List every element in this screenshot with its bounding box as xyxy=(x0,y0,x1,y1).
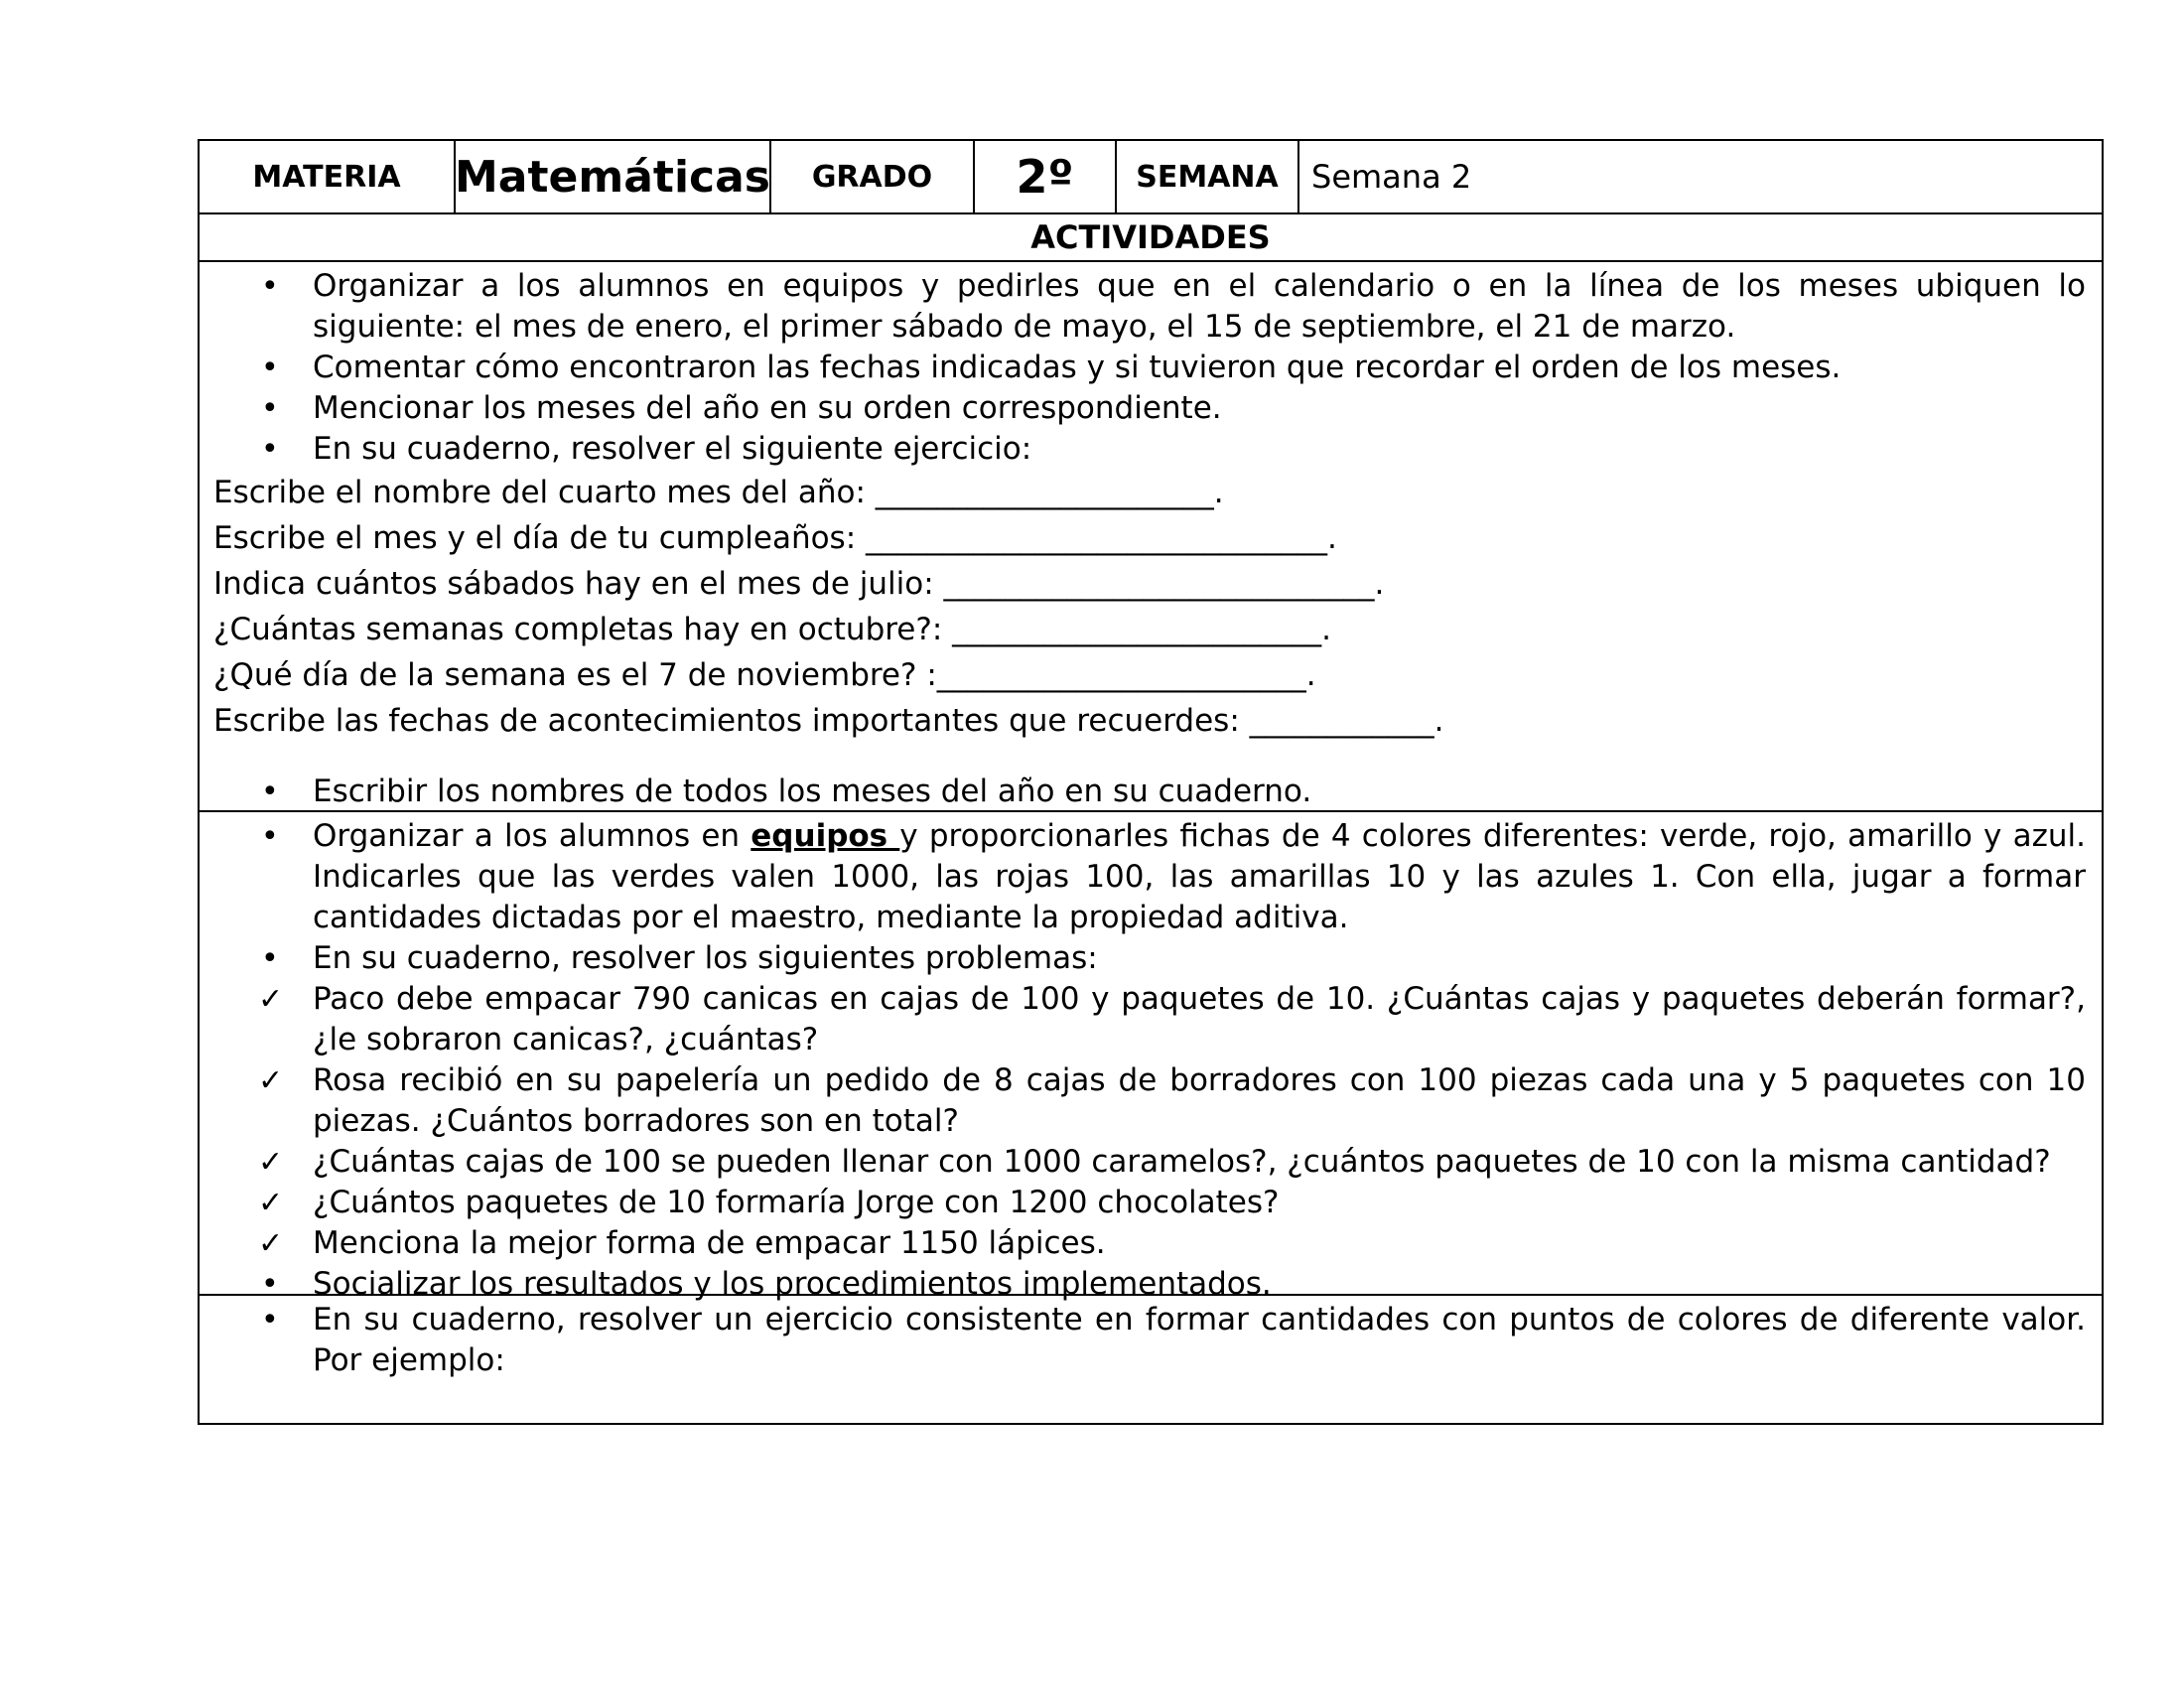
text-segment: Organizar a los alumnos en xyxy=(313,818,751,854)
exercise-line: Escribe el mes y el día de tu cumpleaños: ______________________________. xyxy=(213,520,1337,556)
activity-table xyxy=(198,139,2104,1425)
section2-list xyxy=(213,816,2086,1305)
materia-value: Matemáticas xyxy=(456,141,771,212)
exercise-line: ¿Qué día de la semana es el 7 de noviembre? :________________________. xyxy=(213,657,1316,693)
list-item: • En su cuaderno, resolver los siguientes problemas: xyxy=(213,938,2086,979)
list-item: • Organizar a los alumnos en equipos y pedirles que en el calendario o en la línea de los meses ubiquen lo siguiente: el mes de enero, el primer sábado de mayo, el 15 de septiembre, el 21 de marzo. xyxy=(213,266,2086,348)
semana-value: Semana 2 xyxy=(1311,158,1472,196)
section-colored-dots xyxy=(200,1296,2102,1423)
problem-item: ✓ ¿Cuántos paquetes de 10 formaría Jorge con 1200 chocolates? xyxy=(213,1183,2086,1223)
list-item: • En su cuaderno, resolver un ejercicio consistente en formar cantidades con puntos de colores de diferente valor. Por ejemplo: xyxy=(213,1300,2086,1381)
grado-label: GRADO xyxy=(771,141,975,212)
header-row xyxy=(200,141,2102,214)
problem-item: ✓ Paco debe empacar 790 canicas en cajas de 100 y paquetes de 10. ¿Cuántas cajas y paquetes deberán formar?, ¿le sobraron canicas?, ¿cuántas? xyxy=(213,979,2086,1060)
text-segment: y proporcionarles fichas de 4 colores diferentes: verde, rojo, amarillo y azul. Indicarles que las verdes valen 1000, las rojas 100, las amarillas 10 y las azules 1. Con ella, jugar a formar cantidades dictadas por el maestro, mediante la propiedad aditiva. xyxy=(313,818,2086,935)
problem-item: ✓ ¿Cuántas cajas de 100 se pueden llenar con 1000 caramelos?, ¿cuántos paquetes de 10 con la misma cantidad? xyxy=(213,1142,2086,1183)
section-packing xyxy=(200,812,2102,1302)
actividades-title: ACTIVIDADES xyxy=(200,214,2102,262)
problem-item: ✓ Rosa recibió en su papelería un pedido de 8 cajas de borradores con 100 piezas cada una y 5 paquetes con 10 piezas. ¿Cuántos borradores son en total? xyxy=(213,1060,2086,1142)
list-item xyxy=(213,816,2086,938)
exercise-line: Escribe las fechas de acontecimientos importantes que recuerdes: ____________. xyxy=(213,703,1444,739)
spacer xyxy=(213,744,2086,772)
section1-final xyxy=(213,772,2086,812)
section1-bullets xyxy=(213,266,2086,470)
list-item: • Socializar los resultados y los procedimientos implementados. xyxy=(213,1264,2086,1305)
materia-label: MATERIA xyxy=(200,141,456,212)
list-item: • Mencionar los meses del año en su orden correspondiente. xyxy=(213,388,2086,429)
list-item: • Escribir los nombres de todos los meses del año en su cuaderno. xyxy=(213,772,2086,812)
exercise-line: Escribe el nombre del cuarto mes del año: ______________________. xyxy=(213,475,1224,510)
section3-list xyxy=(213,1300,2086,1381)
problem-item: ✓ Menciona la mejor forma de empacar 1150 lápices. xyxy=(213,1223,2086,1264)
exercise-line: ¿Cuántas semanas completas hay en octubre?: ________________________. xyxy=(213,612,1331,647)
emphasis-equipos: equipos xyxy=(751,818,900,854)
list-item: • En su cuaderno, resolver el siguiente ejercicio: xyxy=(213,429,2086,470)
section-calendar xyxy=(200,262,2102,812)
list-item: • Comentar cómo encontraron las fechas indicadas y si tuvieron que recordar el orden de los meses. xyxy=(213,348,2086,388)
grado-value: 2º xyxy=(975,141,1117,212)
exercise-line: Indica cuántos sábados hay en el mes de julio: ____________________________. xyxy=(213,566,1385,602)
semana-label: SEMANA xyxy=(1117,141,1299,212)
